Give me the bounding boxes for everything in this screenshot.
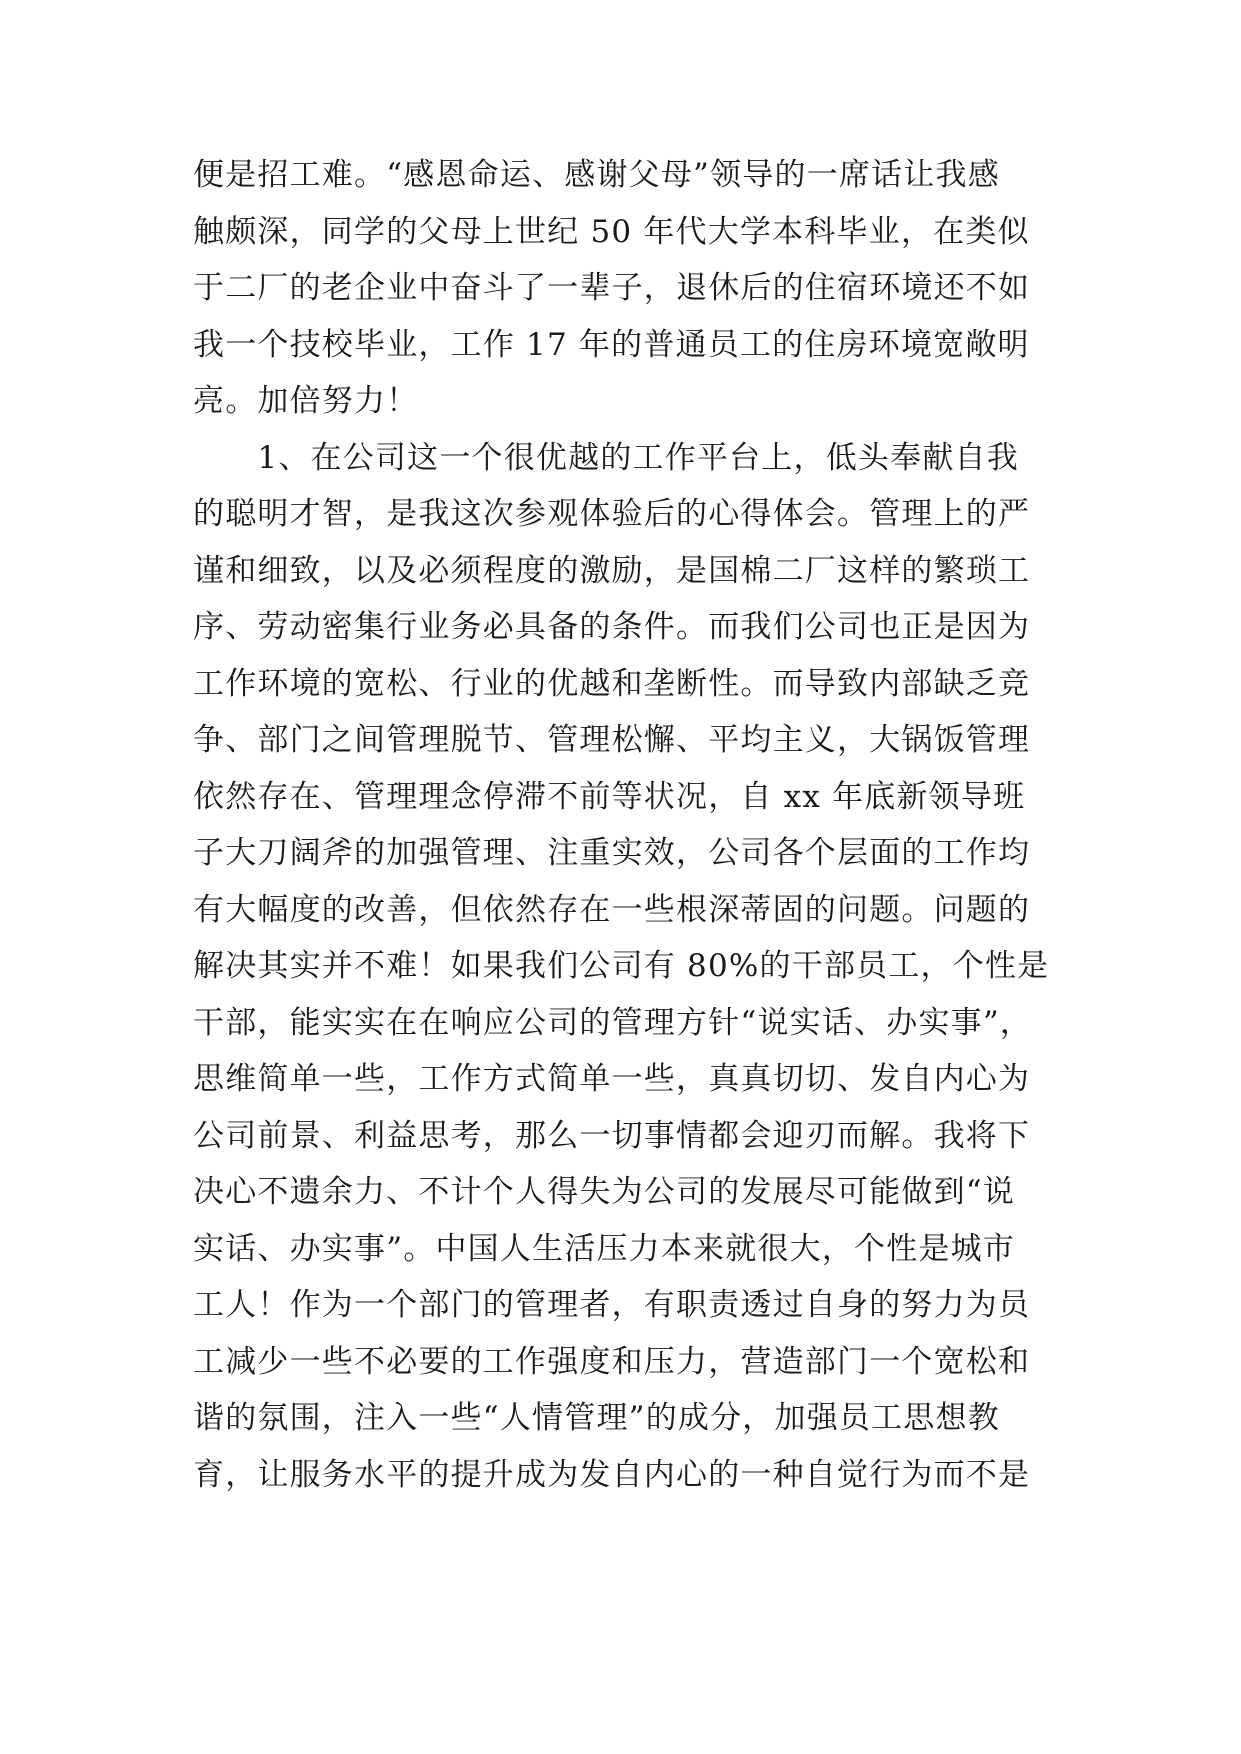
text-line: 亮。加倍努力！ [193,383,419,419]
text-line: 便是招工难。“感恩命运、感谢父母”领导的一席话让我感 [193,157,1000,193]
text-line: 谐的氛围，注入一些“人情管理”的成分，加强员工思想教 [193,1400,1000,1436]
text-line: 我一个技校毕业，工作 17 年的普通员工的住房环境宽敞明 [193,327,1030,363]
text-line: 争、部门之间管理脱节、管理松懈、平均主义，大锅饭管理 [193,722,1031,758]
text-line: 有大幅度的改善，但依然存在一些根深蒂固的问题。问题的 [193,892,1031,928]
text-line: 依然存在、管理理念停滞不前等状况，自 xx 年底新领导班 [193,779,1026,815]
text-line: 触颇深，同学的父母上世纪 50 年代大学本科毕业，在类似 [193,214,1030,250]
text-line: 的聪明才智，是我这次参观体验后的心得体会。管理上的严 [193,496,1031,532]
text-line: 序、劳动密集行业务必具备的条件。而我们公司也正是因为 [193,609,1031,645]
text-line: 工作环境的宽松、行业的优越和垄断性。而导致内部缺乏竞 [193,666,1031,702]
text-line: 育，让服务水平的提升成为发自内心的一种自觉行为而不是 [193,1457,1031,1493]
text-line: 实话、办实事”。中国人生活压力本来就很大，个性是城市 [193,1231,1016,1267]
text-line: 谨和细致，以及必须程度的激励，是国棉二厂这样的繁琐工 [193,553,1031,589]
text-line: 1、在公司这一个很优越的工作平台上，低头奉献自我 [193,440,1019,476]
text-line: 工减少一些不必要的工作强度和压力，营造部门一个宽松和 [193,1344,1031,1380]
text-line: 子大刀阔斧的加强管理、注重实效，公司各个层面的工作均 [193,835,1031,871]
text-line: 解决其实并不难！如果我们公司有 80%的干部员工，个性是 [193,948,1050,984]
text-line: 工人！作为一个部门的管理者，有职责透过自身的努力为员 [193,1287,1031,1323]
text-line: 思维简单一些，工作方式简单一些，真真切切、发自内心为 [193,1061,1031,1097]
text-line: 干部，能实实在在响应公司的管理方针“说实话、办实事”， [193,1005,1033,1041]
text-line: 公司前景、利益思考，那么一切事情都会迎刃而解。我将下 [193,1118,1031,1154]
text-line: 于二厂的老企业中奋斗了一辈子，退休后的住宿环境还不如 [193,270,1031,306]
text-line: 决心不遗余力、不计个人得失为公司的发展尽可能做到“说 [193,1174,1016,1210]
